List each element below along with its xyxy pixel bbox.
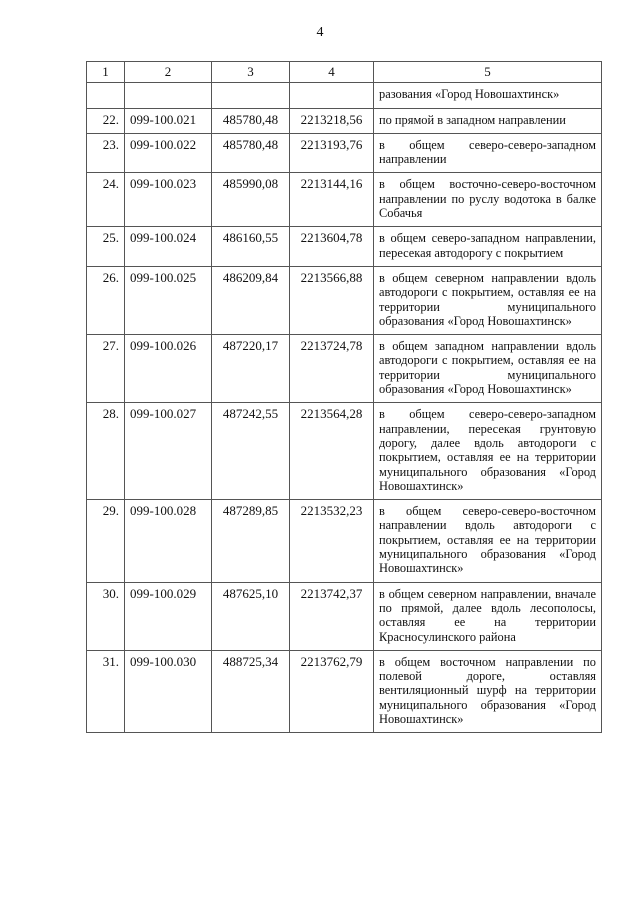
point-code: 099-100.022 (125, 133, 212, 173)
page-number: 4 (316, 25, 324, 40)
boundary-description: в общем северо-западном направлении, пересекая автодорогу с покрытием (374, 227, 602, 267)
point-code: 099-100.025 (125, 266, 212, 334)
table-row (87, 403, 602, 500)
header-cell: 2 (125, 62, 212, 83)
coordinate-y: 2213604,78 (290, 227, 374, 267)
table-row (87, 500, 602, 582)
coordinate-y: 2213742,37 (290, 582, 374, 650)
point-code: 099-100.021 (125, 108, 212, 133)
boundary-description: в общем северном направлении вдоль автодороги с покрытием, оставляя ее на территории муниципального образования «Город Новошахтинск» (374, 266, 602, 334)
coordinate-x: 486160,55 (212, 227, 290, 267)
table-row (87, 108, 602, 133)
boundary-description: в общем западном направлении вдоль автодороги с покрытием, оставляя ее на территории муниципального образования «Город Новошахтинск» (374, 335, 602, 403)
table-row (87, 227, 602, 267)
coordinate-y: 2213218,56 (290, 108, 374, 133)
point-number: 27. (87, 335, 125, 403)
boundary-description: в общем северо-северо-восточном направлении вдоль автодороги с покрытием, оставляя ее на территории муниципального образования «Город Новошахтинск» (374, 500, 602, 582)
coordinate-y (290, 83, 374, 108)
table-row (87, 133, 602, 173)
table-row (87, 650, 602, 732)
point-number (87, 83, 125, 108)
point-number: 30. (87, 582, 125, 650)
coordinate-x: 486209,84 (212, 266, 290, 334)
point-code: 099-100.024 (125, 227, 212, 267)
boundary-points-table (86, 61, 602, 733)
coordinate-x: 485990,08 (212, 173, 290, 227)
point-code: 099-100.029 (125, 582, 212, 650)
header-cell: 4 (290, 62, 374, 83)
table-body (87, 62, 602, 733)
table-header-row (87, 62, 602, 83)
table-row (87, 173, 602, 227)
point-code: 099-100.023 (125, 173, 212, 227)
coordinate-x: 488725,34 (212, 650, 290, 732)
table-row (87, 582, 602, 650)
coordinate-y: 2213762,79 (290, 650, 374, 732)
coordinate-x: 487220,17 (212, 335, 290, 403)
point-number: 23. (87, 133, 125, 173)
point-code: 099-100.030 (125, 650, 212, 732)
point-number: 31. (87, 650, 125, 732)
coordinate-x: 487289,85 (212, 500, 290, 582)
boundary-description: по прямой в западном направлении (374, 108, 602, 133)
coordinate-x: 487625,10 (212, 582, 290, 650)
point-code: 099-100.027 (125, 403, 212, 500)
point-number: 28. (87, 403, 125, 500)
point-number: 25. (87, 227, 125, 267)
coordinate-y: 2213144,16 (290, 173, 374, 227)
coordinate-y: 2213564,28 (290, 403, 374, 500)
coordinate-y: 2213193,76 (290, 133, 374, 173)
coordinate-x (212, 83, 290, 108)
boundary-description: в общем восточном направлении по полевой дороге, оставляя вентиляционный шурф на территории муниципального образования «Город Новошахтинск» (374, 650, 602, 732)
header-cell: 1 (87, 62, 125, 83)
coordinate-y: 2213724,78 (290, 335, 374, 403)
point-code (125, 83, 212, 108)
point-number: 26. (87, 266, 125, 334)
point-number: 24. (87, 173, 125, 227)
point-number: 29. (87, 500, 125, 582)
coordinate-x: 487242,55 (212, 403, 290, 500)
boundary-description: в общем северо-северо-западном направлении (374, 133, 602, 173)
table-row (87, 266, 602, 334)
coordinate-y: 2213532,23 (290, 500, 374, 582)
header-cell: 5 (374, 62, 602, 83)
coordinate-x: 485780,48 (212, 108, 290, 133)
boundary-description: в общем восточно-северо-восточном направлении по руслу водотока в балке Собачья (374, 173, 602, 227)
coordinate-x: 485780,48 (212, 133, 290, 173)
boundary-description: в общем северо-северо-западном направлении, пересекая грунтовую дорогу, далее вдоль автодороги с покрытием, оставляя ее на территории муниципального образования «Город Новошахтинск» (374, 403, 602, 500)
point-code: 099-100.026 (125, 335, 212, 403)
header-cell: 3 (212, 62, 290, 83)
boundary-description: разования «Город Новошахтинск» (374, 83, 602, 108)
point-number: 22. (87, 108, 125, 133)
table-row (87, 83, 602, 108)
boundary-description: в общем северном направлении, вначале по прямой, далее вдоль лесополосы, оставляя ее на территории Красносулинского района (374, 582, 602, 650)
coordinate-y: 2213566,88 (290, 266, 374, 334)
table-row (87, 335, 602, 403)
point-code: 099-100.028 (125, 500, 212, 582)
